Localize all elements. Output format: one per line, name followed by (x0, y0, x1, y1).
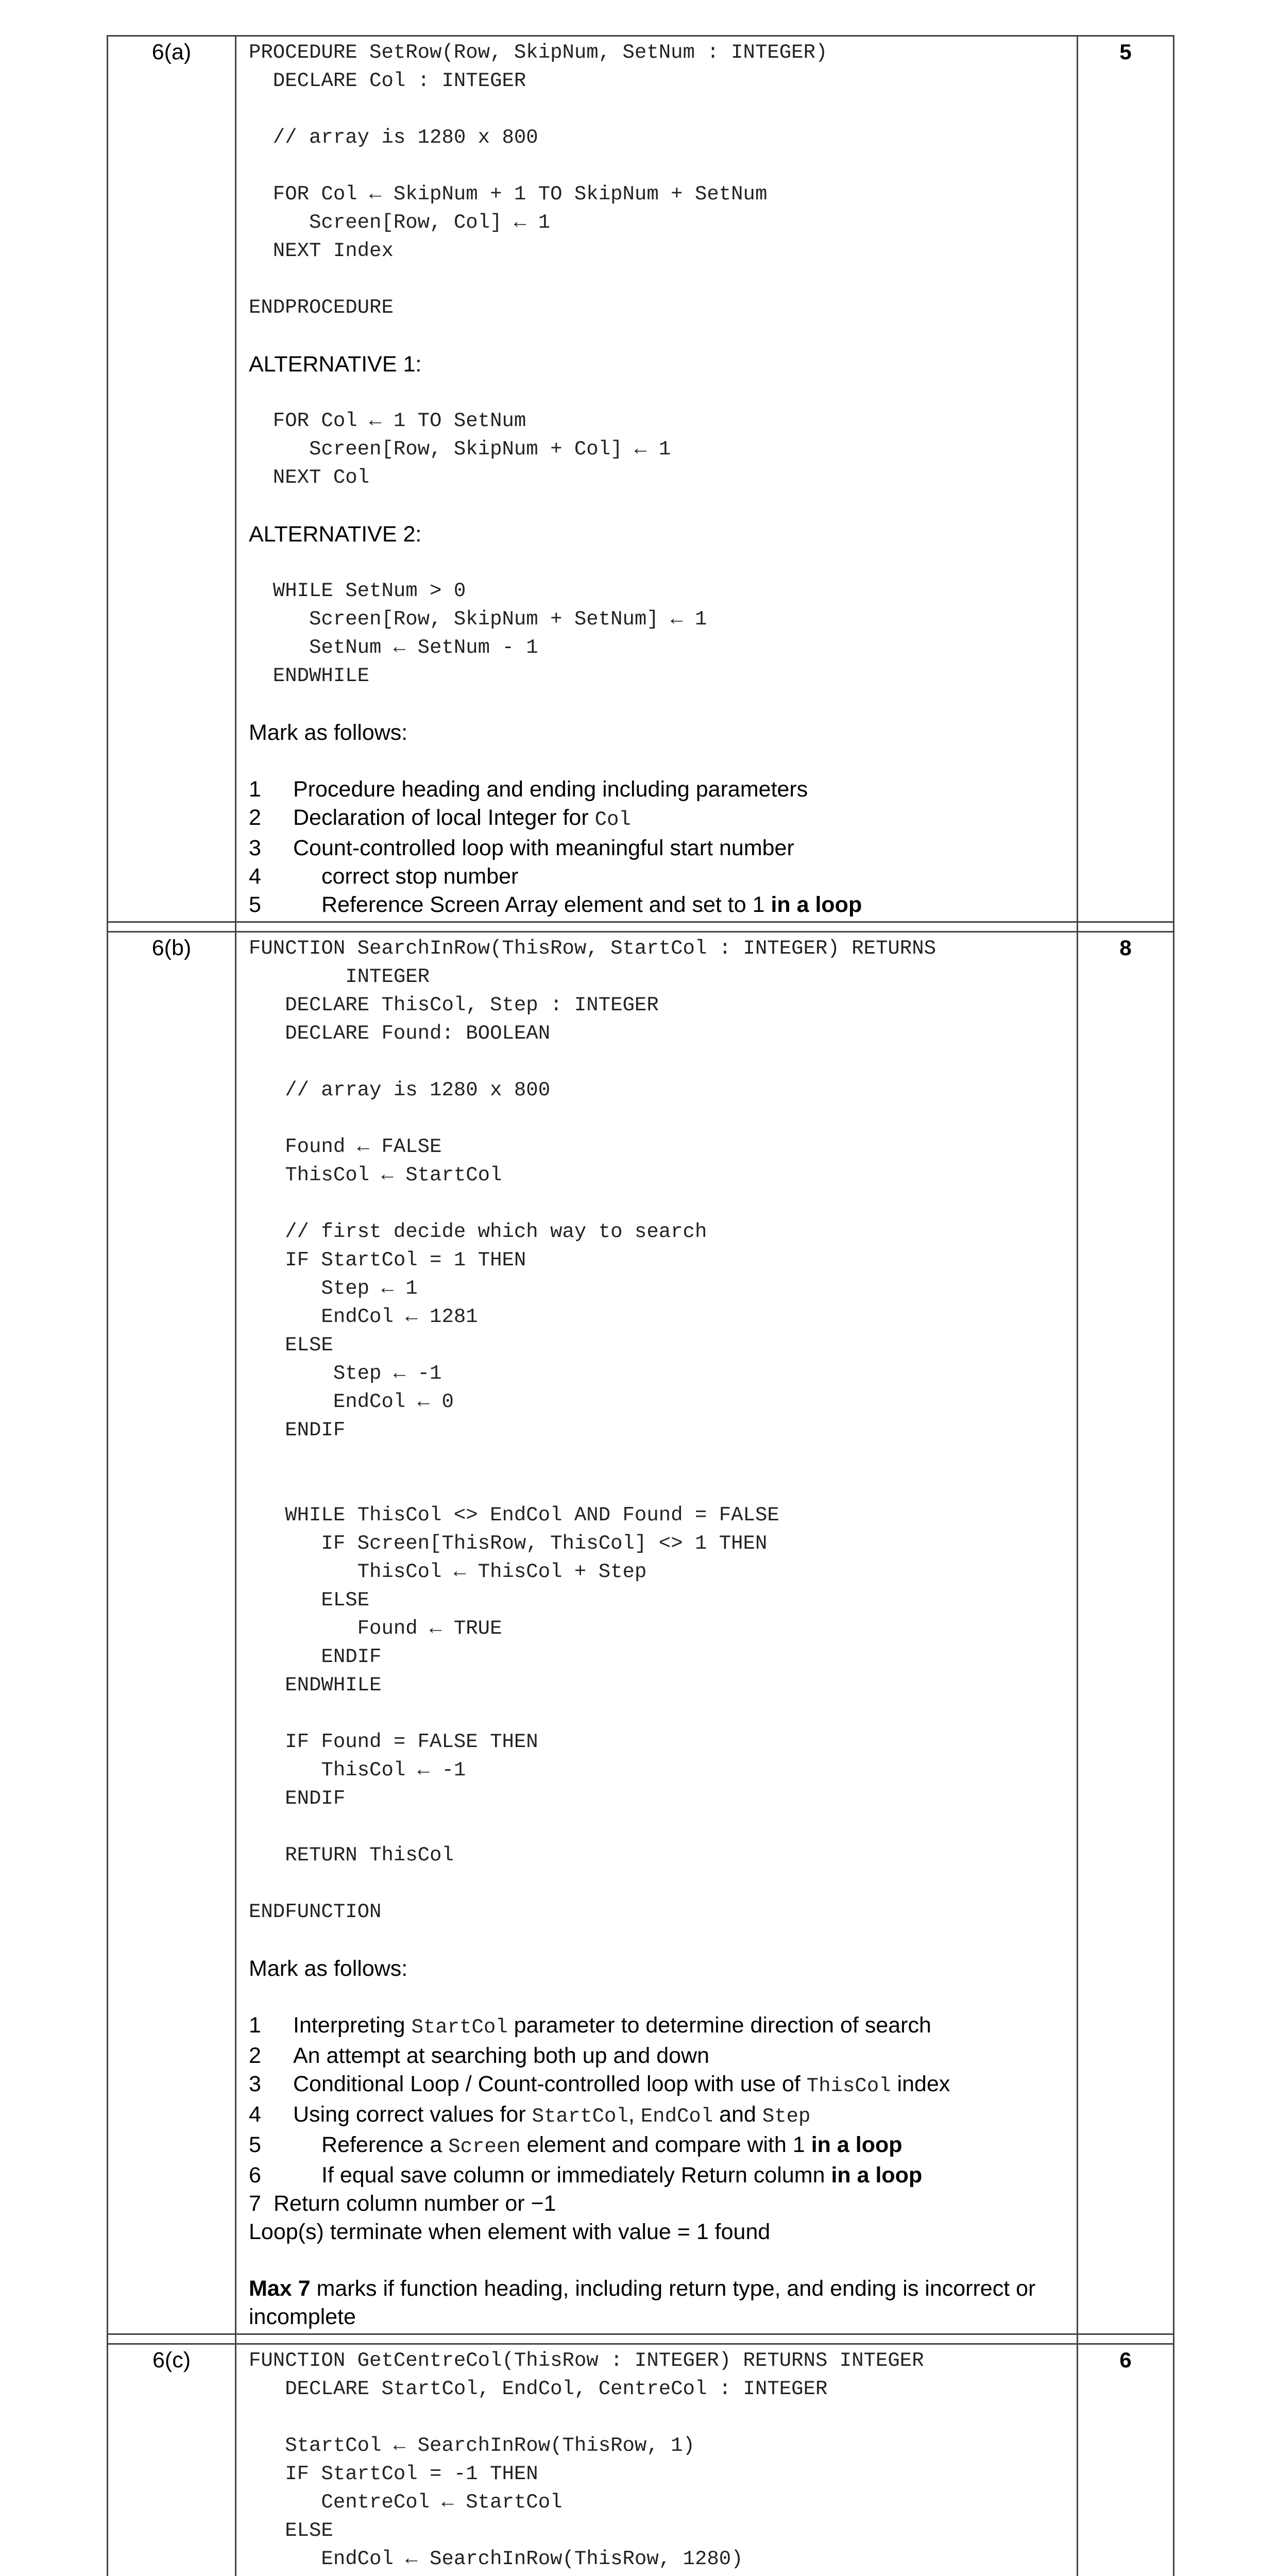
answer-cell (236, 932, 1078, 2334)
answer-cell (236, 36, 1078, 922)
question-row-6b (108, 932, 1174, 2334)
alternative-1-heading: ALTERNATIVE 1: (249, 352, 422, 377)
mark-item: 4 Using correct values for StartCol, EndCol and Step (249, 2102, 811, 2128)
row-separator (108, 922, 1174, 932)
row-separator (108, 2334, 1174, 2344)
mark-item: 4 correct stop number (249, 864, 519, 889)
question-row-6a (108, 36, 1174, 922)
mark-intro: Mark as follows: (249, 1956, 408, 1981)
answer-cell (236, 2344, 1078, 2576)
mark-item: 3 Conditional Loop / Count-controlled loop with use of ThisCol index (249, 2072, 950, 2097)
code-block-alt2: WHILE SetNum > 0 Screen[Row, SkipNum + SetNum] ← 1 SetNum ← SetNum - 1 ENDWHILE (272, 580, 707, 687)
mark-item: 3 Count-controlled loop with meaningful start number (249, 836, 794, 860)
mark-item: 5 Reference Screen Array element and set to 1 in a loop (249, 892, 862, 917)
mark-item: 2 Declaration of local Integer for Col (249, 805, 631, 831)
mark-scheme-sheet (107, 35, 1174, 2576)
mark-scheme-table (107, 35, 1174, 2576)
question-label: 6(b) (108, 932, 236, 2334)
loop-note: Loop(s) terminate when element with value = 1 found (249, 2219, 771, 2244)
question-label: 6(c) (108, 2344, 236, 2576)
mark-item: 7 Return column number or −1 (249, 2191, 556, 2216)
mark-intro: Mark as follows: (249, 720, 408, 745)
mark-item: 1 Interpreting StartCol parameter to determine direction of search (249, 2013, 931, 2039)
code-block-searchinrow: FUNCTION SearchInRow(ThisRow, StartCol : INTEGER) RETURNS INTEGER DECLARE ThisCol, Step : INTEGER DECLARE Found: BOOLEAN // array is 1280 x 800 Found ← FALSE ThisCol ← StartCol // first decide which way to search IF StartCol = 1 THEN Step ← 1 EndCol ← 1281 ELSE Step ← -1 EndCol ← 0 ENDIF WHILE ThisCol <> EndCol AND Found = FALSE IF Screen[ThisRow, ThisCol] <> 1 THEN ThisCol ← ThisCol + Step ELSE Found ← TRUE ENDIF ENDWHILE IF Found = FALSE THEN ThisCol ← -1 ENDIF RETURN ThisCol ENDFUNCTION (249, 937, 936, 1923)
marks-value: 5 (1078, 36, 1174, 922)
code-block-alt1: FOR Col ← 1 TO SetNum Screen[Row, SkipNum + Col] ← 1 NEXT Col (272, 410, 671, 489)
alternative-2-heading: ALTERNATIVE 2: (249, 522, 422, 547)
mark-item: 2 An attempt at searching both up and down (249, 2043, 709, 2068)
marks-value: 6 (1078, 2344, 1174, 2576)
question-label: 6(a) (108, 36, 236, 922)
max-marks-note: Max 7 marks if function heading, including return type, and ending is incorrect or incomplete (249, 2276, 1036, 2329)
marks-value: 8 (1078, 932, 1174, 2334)
mark-item: 1 Procedure heading and ending including parameters (249, 777, 808, 802)
code-block-getcentrecol: FUNCTION GetCentreCol(ThisRow : INTEGER) RETURNS INTEGER DECLARE StartCol, EndCol, CentreCol : INTEGER StartCol ← SearchInRow(ThisRow, 1) IF StartCol = -1 THEN CentreCol ← StartCol ELSE EndCol ← SearchInRow(ThisRow, 1280) (249, 2349, 924, 2570)
code-block-setrow: PROCEDURE SetRow(Row, SkipNum, SetNum : INTEGER) DECLARE Col : INTEGER // array is 1280 x 800 FOR Col ← SkipNum + 1 TO SkipNum + SetNum Screen[Row, Col] ← 1 NEXT Index ENDPROCEDURE (249, 41, 828, 319)
mark-item: 5 Reference a Screen element and compare with 1 in a loop (249, 2132, 902, 2158)
mark-item: 6 If equal save column or immediately Return column in a loop (249, 2163, 923, 2188)
question-row-6c (108, 2344, 1174, 2576)
